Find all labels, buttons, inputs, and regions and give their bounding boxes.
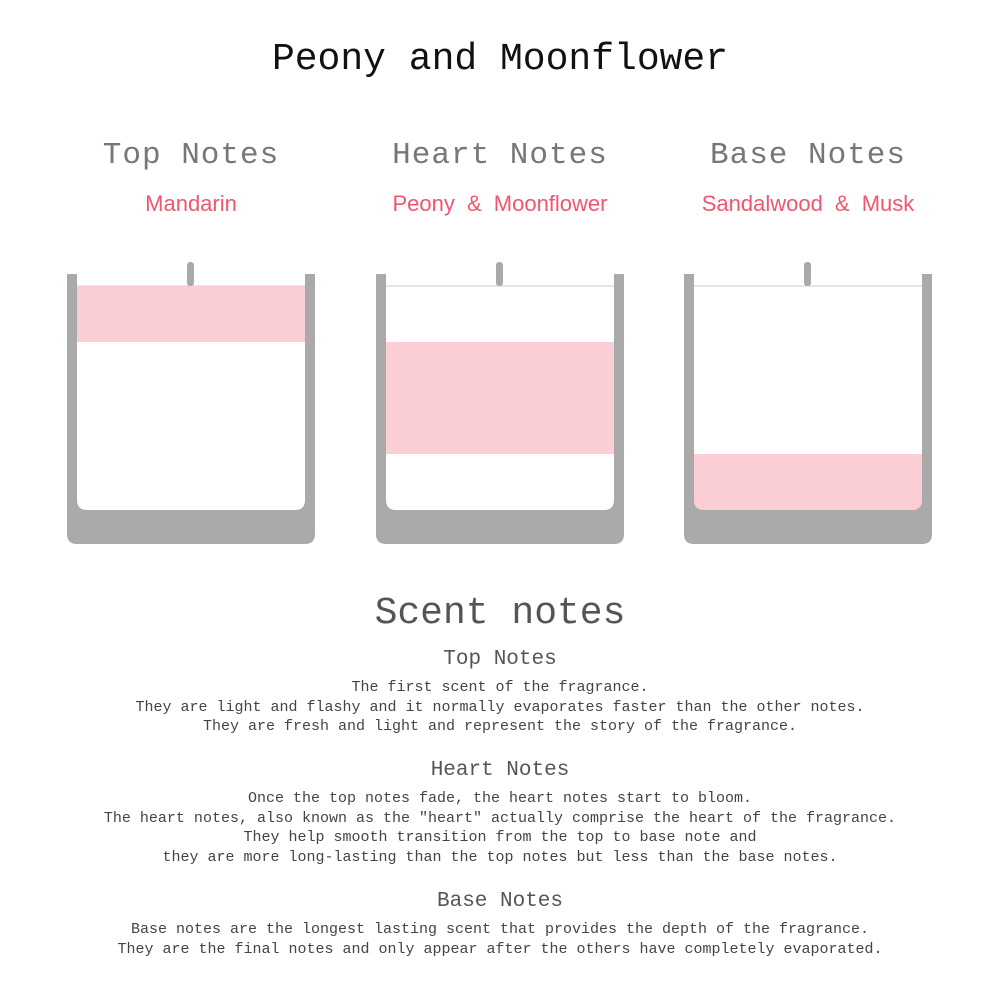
page-title: Peony and Moonflower	[271, 38, 729, 81]
base-notes-description	[0, 890, 1000, 959]
heart-notes-candle-icon	[376, 262, 624, 544]
top-notes-description	[0, 648, 1000, 737]
wax-fill-band	[77, 286, 305, 342]
description-line: The heart notes, also known as the "heart" actually comprise the heart of the fragrance.	[103, 809, 897, 827]
base-notes-heading: Base Notes	[709, 138, 907, 173]
wick-icon	[496, 262, 503, 286]
description-line: The first scent of the fragrance.	[351, 679, 649, 696]
base-notes-description-heading: Base Notes	[436, 890, 564, 913]
base-notes-column	[648, 138, 968, 217]
description-line: Once the top notes fade, the heart notes start to bloom.	[247, 790, 753, 807]
description-line: They are the final notes and only appear after the others have completely evaporated.	[117, 940, 883, 958]
heart-notes-column	[340, 138, 660, 217]
scent-notes-title: Scent notes	[374, 592, 626, 635]
heart-notes-description-heading: Heart Notes	[430, 759, 570, 782]
top-notes-ingredient: Mandarin	[145, 191, 237, 216]
top-notes-column	[31, 138, 351, 217]
top-notes-heading: Top Notes	[102, 138, 280, 173]
description-line: They are light and flashy and it normally evaporates faster than the other notes.	[135, 698, 865, 716]
wick-icon	[804, 262, 811, 286]
top-notes-candle-icon	[67, 262, 315, 544]
description-line: Base notes are the longest lasting scent that provides the depth of the fragrance.	[130, 921, 870, 938]
heart-notes-description	[0, 759, 1000, 867]
base-notes-ingredient: Sandalwood & Musk	[701, 191, 915, 216]
top-notes-description-heading: Top Notes	[443, 648, 557, 671]
base-notes-candle-icon	[684, 262, 932, 544]
description-line: They are fresh and light and represent the story of the fragrance.	[202, 718, 798, 735]
description-line: they are more long-lasting than the top notes but less than the base notes.	[162, 848, 838, 866]
heart-notes-ingredient: Peony & Moonflower	[392, 191, 608, 216]
wick-icon	[187, 262, 194, 286]
wax-fill-band	[386, 342, 614, 454]
description-line: They help smooth transition from the top to base note and	[243, 829, 757, 846]
heart-notes-heading: Heart Notes	[392, 138, 608, 173]
wax-fill-band	[694, 454, 922, 510]
